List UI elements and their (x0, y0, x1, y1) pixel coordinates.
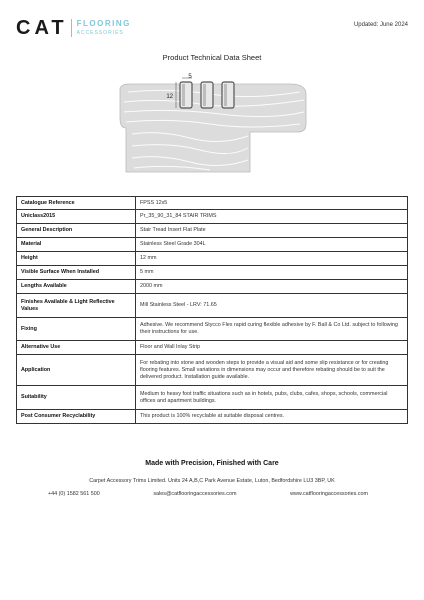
footer-tagline: Made with Precision, Finished with Care (145, 460, 279, 467)
spec-value: Floor and Wall Inlay Strip (136, 341, 408, 355)
spec-label: Uniclass2015 (17, 210, 136, 224)
steel-strip-2 (201, 82, 213, 108)
spec-label: Visible Surface When Installed (17, 266, 136, 280)
spec-value: For rebating into stone and wooden steps to provide a visual aid and some slip resistance or for creating flooring features. Small variations in dimensions may occur and therefore rebating should be to suit the delivered product. Installation guide available. (136, 355, 408, 386)
spec-row (17, 238, 408, 252)
product-drawing (110, 68, 310, 178)
page-header (16, 18, 408, 40)
spec-label: Post Consumer Recyclability (17, 410, 136, 424)
spec-table (16, 196, 408, 424)
logo-main-text: CAT (16, 17, 68, 39)
spec-label: Lengths Available (17, 280, 136, 294)
spec-row (17, 252, 408, 266)
spec-value: Stair Tread Insert Flat Plate (136, 224, 408, 238)
footer-phone[interactable]: +44 (0) 1582 561 500 (48, 491, 100, 497)
footer-website-link[interactable]: www.catflooringaccessories.com (290, 491, 368, 497)
spec-label: Material (17, 238, 136, 252)
spec-value: Adhesive. We recommend Stycco Flex rapid curing flexible adhesive by F. Ball & Co Ltd. subject to following their instructions for use. (136, 318, 408, 341)
spec-row (17, 294, 408, 318)
spec-row (17, 355, 408, 386)
company-logo (16, 18, 131, 38)
spec-value: 5 mm (136, 266, 408, 280)
spec-value: Medium to heavy foot traffic situations such as in hotels, pubs, clubs, cafes, shops, schools, commercial offices and apartment buildings. (136, 386, 408, 410)
spec-value: This product is 100% recyclable at suitable disposal centres. (136, 410, 408, 424)
dimension-side-label: 12 (166, 94, 173, 100)
spec-row (17, 341, 408, 355)
spec-label: Finishes Available & Light Reflective Values (17, 294, 136, 318)
spec-label: Alternative Use (17, 341, 136, 355)
steel-strip-3 (222, 82, 234, 108)
logo-subtext (77, 20, 131, 37)
spec-value: Pr_35_90_31_84 STAIR TRIMS (136, 210, 408, 224)
spec-label: Suitability (17, 386, 136, 410)
footer-contacts (48, 491, 368, 497)
spec-value: 2000 mm (136, 280, 408, 294)
footer-address: Carpet Accessory Trims Limited. Units 24 A,B,C Park Avenue Estate, Luton, Bedfordshire LU3 3BP, UK (89, 478, 335, 484)
spec-label: General Description (17, 224, 136, 238)
steel-strip-1 (180, 82, 192, 108)
spec-row (17, 386, 408, 410)
footer-email-link[interactable]: sales@catflooringaccessories.com (153, 491, 237, 497)
spec-row (17, 224, 408, 238)
spec-label: Fixing (17, 318, 136, 341)
spec-value: 12 mm (136, 252, 408, 266)
spec-row (17, 197, 408, 210)
spec-row (17, 280, 408, 294)
spec-row (17, 210, 408, 224)
document-title: Product Technical Data Sheet (162, 53, 262, 62)
spec-value: Stainless Steel Grade 304L (136, 238, 408, 252)
spec-row (17, 410, 408, 424)
spec-value: Mill Stainless Steel - LRV: 71.65 (136, 294, 408, 318)
steel-insert-strips (180, 82, 234, 108)
dimension-top-label: 5 (188, 74, 192, 80)
spec-label: Application (17, 355, 136, 386)
spec-label: Catalogue Reference (17, 197, 136, 210)
spec-value: FPSS 12x5 (136, 197, 408, 210)
logo-word-flooring: FLOORING (76, 18, 131, 28)
spec-row (17, 318, 408, 341)
logo-divider (71, 19, 72, 37)
spec-row (17, 266, 408, 280)
spec-label: Height (17, 252, 136, 266)
updated-date: Updated: June 2024 (353, 22, 408, 28)
logo-word-accessories: ACCESSORIES (76, 29, 124, 36)
